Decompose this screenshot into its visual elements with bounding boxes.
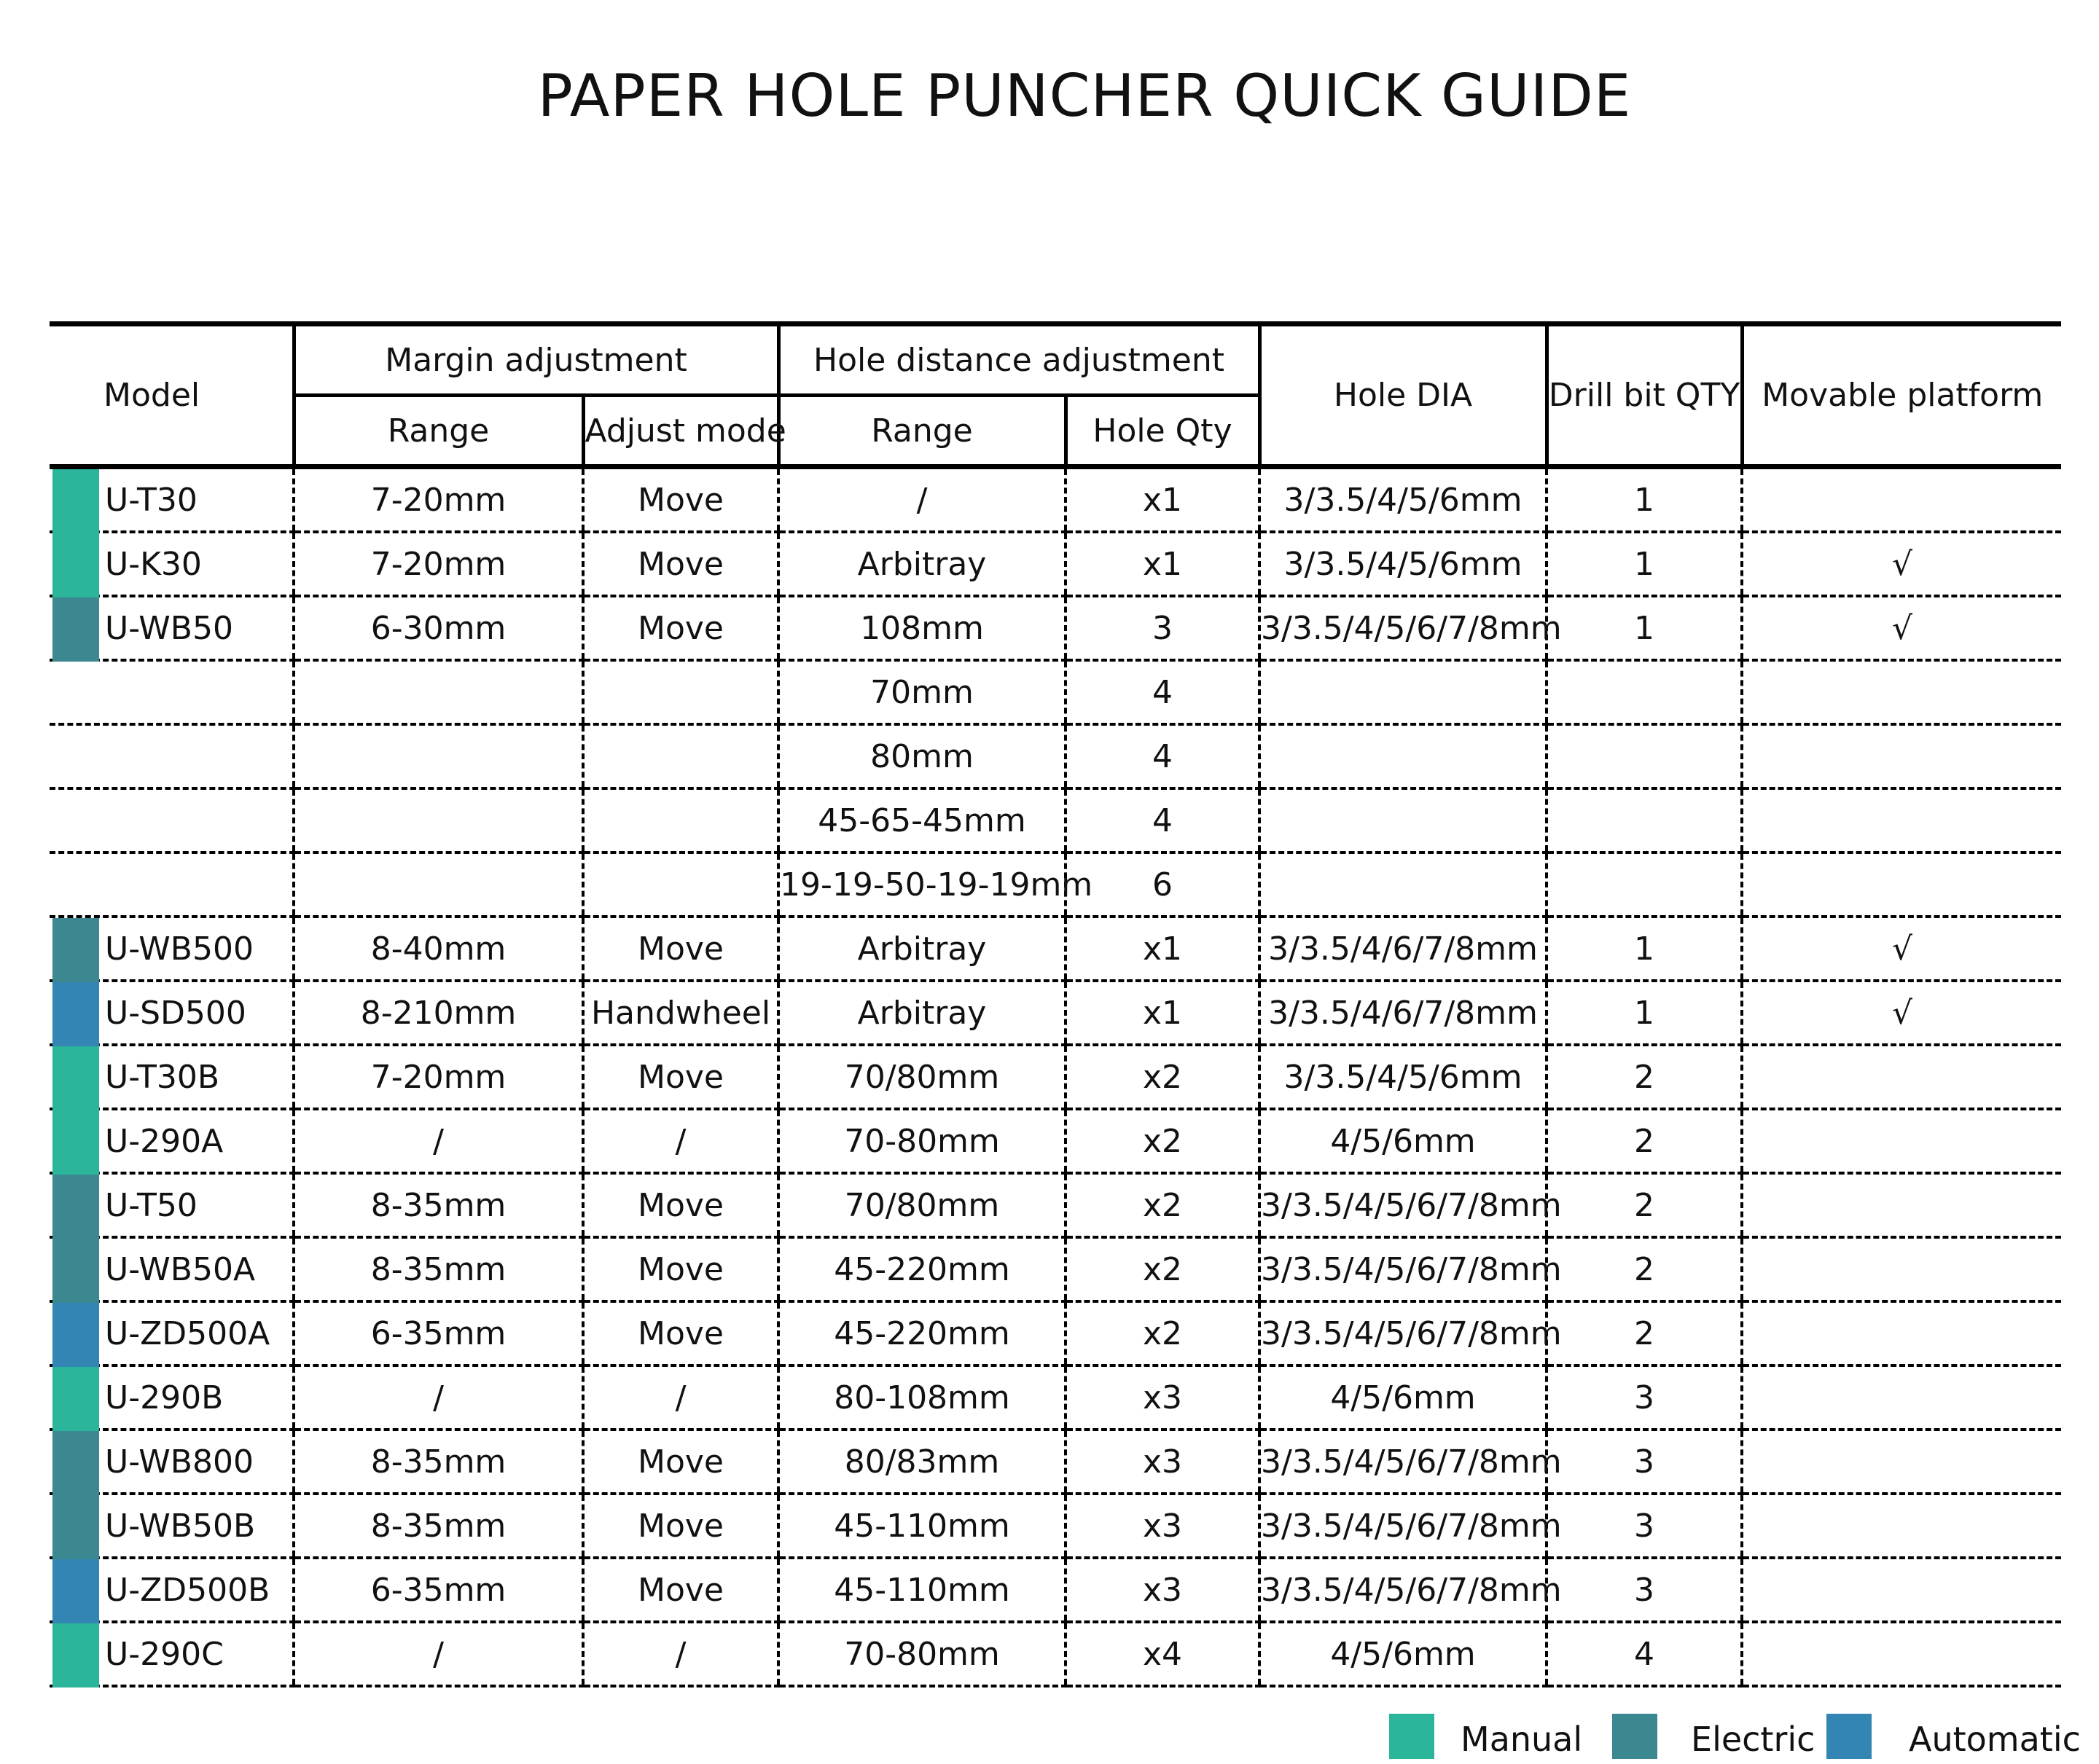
adjust-mode-cell — [583, 660, 778, 724]
model-label: U-ZD500A — [105, 1314, 270, 1352]
hole-dia-cell: 4/5/6mm — [1259, 1109, 1547, 1173]
legend-swatch-electric — [1612, 1714, 1657, 1759]
movable-platform-cell — [1742, 1622, 2061, 1686]
hole-range-cell: / — [778, 467, 1066, 533]
hole-qty-cell: x1 — [1066, 532, 1259, 596]
drill-bit-qty-cell: 1 — [1547, 981, 1742, 1045]
hole-qty-cell: x4 — [1066, 1622, 1259, 1686]
movable-platform-cell — [1742, 1430, 2061, 1494]
hole-range-cell: 70/80mm — [778, 1173, 1066, 1237]
movable-platform-cell: √ — [1742, 917, 2061, 981]
margin-range-cell: 6-35mm — [294, 1301, 583, 1365]
model-cell — [50, 1301, 294, 1365]
model-label: U-290C — [105, 1635, 224, 1673]
margin-range-cell: 7-20mm — [294, 532, 583, 596]
movable-platform-cell — [1742, 1494, 2061, 1558]
drill-bit-qty-cell: 3 — [1547, 1430, 1742, 1494]
type-swatch-manual — [52, 1110, 99, 1175]
model-cell — [50, 981, 294, 1045]
type-swatch-electric — [52, 1495, 99, 1559]
hole-range-cell: 108mm — [778, 596, 1066, 660]
model-cell — [50, 1494, 294, 1558]
movable-platform-cell — [1742, 724, 2061, 788]
drill-bit-qty-cell: 2 — [1547, 1237, 1742, 1301]
drill-bit-qty-cell: 3 — [1547, 1558, 1742, 1622]
hole-dia-cell: 4/5/6mm — [1259, 1365, 1547, 1430]
movable-platform-cell — [1742, 1109, 2061, 1173]
hole-range-cell: Arbitray — [778, 981, 1066, 1045]
hole-range-cell: 70mm — [778, 660, 1066, 724]
table-row — [50, 1622, 2061, 1686]
adjust-mode-header: Adjust mode — [583, 396, 778, 467]
table-row — [50, 532, 2061, 596]
type-swatch-manual — [52, 1046, 99, 1110]
hole-qty-cell: x2 — [1066, 1237, 1259, 1301]
drill-bit-qty-cell: 1 — [1547, 596, 1742, 660]
adjust-mode-cell — [583, 852, 778, 917]
legend-label-manual: Manual — [1461, 1720, 1583, 1759]
margin-range-cell: 7-20mm — [294, 1045, 583, 1109]
hole-range-cell: Arbitray — [778, 532, 1066, 596]
movable-platform-cell — [1742, 788, 2061, 852]
model-label: U-WB800 — [105, 1443, 254, 1481]
adjust-mode-cell: / — [583, 1365, 778, 1430]
hole-range-cell: 70-80mm — [778, 1109, 1066, 1173]
header-row-1 — [50, 324, 2061, 396]
model-label: U-T30 — [105, 481, 198, 519]
movable-platform-cell — [1742, 1558, 2061, 1622]
adjust-mode-cell: Move — [583, 1237, 778, 1301]
hole-range-cell: 80/83mm — [778, 1430, 1066, 1494]
hole-range-header: Range — [778, 396, 1066, 467]
type-swatch-manual — [52, 1367, 99, 1431]
table-row — [50, 1237, 2061, 1301]
model-cell — [50, 1430, 294, 1494]
table-row — [50, 1430, 2061, 1494]
hole-range-cell: 80mm — [778, 724, 1066, 788]
type-swatch-automatic — [52, 1303, 99, 1367]
hole-qty-cell: 3 — [1066, 596, 1259, 660]
hole-dia-cell — [1259, 788, 1547, 852]
drill-bit-qty-cell: 2 — [1547, 1109, 1742, 1173]
hole-range-cell: 45-220mm — [778, 1237, 1066, 1301]
table-row — [50, 1045, 2061, 1109]
movable-platform-cell — [1742, 1301, 2061, 1365]
movable-platform-cell — [1742, 852, 2061, 917]
hole-qty-cell: x3 — [1066, 1430, 1259, 1494]
hole-range-cell: 80-108mm — [778, 1365, 1066, 1430]
model-header: Model — [50, 324, 294, 467]
margin-range-cell: 8-40mm — [294, 917, 583, 981]
model-label: U-290A — [105, 1122, 224, 1160]
hole-qty-cell: 6 — [1066, 852, 1259, 917]
margin-range-cell: 6-30mm — [294, 596, 583, 660]
hole-range-cell: 45-220mm — [778, 1301, 1066, 1365]
margin-range-cell — [294, 852, 583, 917]
adjust-mode-cell: Move — [583, 1173, 778, 1237]
adjust-mode-cell: Handwheel — [583, 981, 778, 1045]
model-cell — [50, 724, 294, 788]
legend-label-electric: Electric — [1691, 1720, 1815, 1759]
adjust-mode-cell: Move — [583, 1430, 778, 1494]
model-label: U-T30B — [105, 1058, 220, 1096]
margin-range-cell — [294, 788, 583, 852]
hole-dia-cell: 3/3.5/4/5/6mm — [1259, 1045, 1547, 1109]
hole-qty-cell: 4 — [1066, 724, 1259, 788]
adjust-mode-cell: Move — [583, 1045, 778, 1109]
drill-bit-qty-cell — [1547, 724, 1742, 788]
movable-platform-cell — [1742, 467, 2061, 533]
legend-label-automatic: Automatic — [1909, 1720, 2081, 1759]
hole-range-cell: 70/80mm — [778, 1045, 1066, 1109]
adjust-mode-cell — [583, 724, 778, 788]
model-cell — [50, 1173, 294, 1237]
hole-qty-cell: x3 — [1066, 1365, 1259, 1430]
hole-qty-cell: x3 — [1066, 1558, 1259, 1622]
adjust-mode-cell — [583, 788, 778, 852]
movable-platform-cell: √ — [1742, 981, 2061, 1045]
drill-bit-qty-cell: 1 — [1547, 532, 1742, 596]
model-cell — [50, 917, 294, 981]
margin-range-header: Range — [294, 396, 583, 467]
table-row — [50, 660, 2061, 724]
model-cell — [50, 596, 294, 660]
drill-bit-qty-cell: 2 — [1547, 1045, 1742, 1109]
type-swatch-electric — [52, 1175, 99, 1239]
hole-dia-cell: 3/3.5/4/6/7/8mm — [1259, 981, 1547, 1045]
hole-qty-cell: x1 — [1066, 981, 1259, 1045]
page-title: PAPER HOLE PUNCHER QUICK GUIDE — [537, 62, 1632, 130]
model-label: U-K30 — [105, 545, 202, 583]
model-cell — [50, 1109, 294, 1173]
movable-platform-cell — [1742, 1045, 2061, 1109]
margin-range-cell: 8-35mm — [294, 1430, 583, 1494]
drill-bit-qty-cell — [1547, 788, 1742, 852]
model-label: U-T50 — [105, 1186, 198, 1224]
model-cell — [50, 1558, 294, 1622]
hole-qty-cell: x1 — [1066, 917, 1259, 981]
margin-adjustment-header: Margin adjustment — [294, 324, 778, 396]
legend-swatch-automatic — [1826, 1714, 1872, 1759]
hole-dia-cell: 3/3.5/4/5/6mm — [1259, 532, 1547, 596]
movable-platform-cell — [1742, 1237, 2061, 1301]
movable-platform-cell — [1742, 1173, 2061, 1237]
guide-table — [50, 321, 2061, 1687]
hole-qty-cell: x2 — [1066, 1045, 1259, 1109]
type-swatch-manual — [52, 533, 99, 597]
margin-range-cell: 6-35mm — [294, 1558, 583, 1622]
margin-range-cell: / — [294, 1622, 583, 1686]
type-swatch-electric — [52, 597, 99, 662]
table-row — [50, 1109, 2061, 1173]
hole-range-cell: 45-110mm — [778, 1558, 1066, 1622]
table-row — [50, 724, 2061, 788]
hole-range-cell: Arbitray — [778, 917, 1066, 981]
hole-range-cell: 45-110mm — [778, 1494, 1066, 1558]
hole-dia-cell: 3/3.5/4/5/6/7/8mm — [1259, 1430, 1547, 1494]
hole-dia-cell: 3/3.5/4/5/6/7/8mm — [1259, 596, 1547, 660]
adjust-mode-cell: / — [583, 1622, 778, 1686]
hole-distance-adjustment-header: Hole distance adjustment — [778, 324, 1259, 396]
margin-range-cell — [294, 724, 583, 788]
movable-platform-cell: √ — [1742, 532, 2061, 596]
hole-range-cell: 19-19-50-19-19mm — [778, 852, 1066, 917]
model-label: U-WB50 — [105, 609, 233, 647]
type-swatch-automatic — [52, 982, 99, 1046]
hole-range-cell: 70-80mm — [778, 1622, 1066, 1686]
model-cell — [50, 788, 294, 852]
drill-bit-qty-cell: 2 — [1547, 1301, 1742, 1365]
margin-range-cell — [294, 660, 583, 724]
hole-qty-cell: 4 — [1066, 660, 1259, 724]
table-row — [50, 852, 2061, 917]
adjust-mode-cell: Move — [583, 596, 778, 660]
movable-platform-cell: √ — [1742, 596, 2061, 660]
table-row — [50, 467, 2061, 533]
hole-qty-cell: x2 — [1066, 1173, 1259, 1237]
hole-dia-cell: 3/3.5/4/5/6/7/8mm — [1259, 1494, 1547, 1558]
hole-dia-header: Hole DIA — [1259, 324, 1547, 467]
drill-bit-qty-header: Drill bit QTY — [1547, 324, 1742, 467]
hole-qty-cell: x1 — [1066, 467, 1259, 533]
margin-range-cell: 8-35mm — [294, 1237, 583, 1301]
drill-bit-qty-cell: 3 — [1547, 1365, 1742, 1430]
drill-bit-qty-cell: 4 — [1547, 1622, 1742, 1686]
movable-platform-cell — [1742, 660, 2061, 724]
hole-dia-cell — [1259, 660, 1547, 724]
drill-bit-qty-cell: 1 — [1547, 917, 1742, 981]
table-row — [50, 917, 2061, 981]
model-label: U-290B — [105, 1379, 224, 1416]
adjust-mode-cell: / — [583, 1109, 778, 1173]
hole-dia-cell: 4/5/6mm — [1259, 1622, 1547, 1686]
table-row — [50, 596, 2061, 660]
drill-bit-qty-cell — [1547, 852, 1742, 917]
margin-range-cell: 7-20mm — [294, 467, 583, 533]
model-cell — [50, 660, 294, 724]
table-row — [50, 1173, 2061, 1237]
hole-qty-cell: x2 — [1066, 1301, 1259, 1365]
hole-dia-cell: 3/3.5/4/5/6/7/8mm — [1259, 1558, 1547, 1622]
model-label: U-WB50B — [105, 1507, 256, 1545]
hole-qty-cell: 4 — [1066, 788, 1259, 852]
model-cell — [50, 1045, 294, 1109]
hole-qty-header: Hole Qty — [1066, 396, 1259, 467]
table-body — [50, 467, 2061, 1687]
hole-range-cell: 45-65-45mm — [778, 788, 1066, 852]
hole-dia-cell: 3/3.5/4/5/6/7/8mm — [1259, 1237, 1547, 1301]
drill-bit-qty-cell: 1 — [1547, 467, 1742, 533]
table-row — [50, 1494, 2061, 1558]
margin-range-cell: 8-35mm — [294, 1173, 583, 1237]
drill-bit-qty-cell — [1547, 660, 1742, 724]
hole-dia-cell: 3/3.5/4/5/6/7/8mm — [1259, 1173, 1547, 1237]
type-swatch-electric — [52, 1431, 99, 1495]
margin-range-cell: 8-210mm — [294, 981, 583, 1045]
model-label: U-WB500 — [105, 930, 254, 968]
hole-dia-cell: 3/3.5/4/6/7/8mm — [1259, 917, 1547, 981]
type-swatch-manual — [52, 469, 99, 533]
adjust-mode-cell: Move — [583, 1494, 778, 1558]
model-cell — [50, 1365, 294, 1430]
margin-range-cell: 8-35mm — [294, 1494, 583, 1558]
table-row — [50, 1301, 2061, 1365]
type-swatch-electric — [52, 918, 99, 982]
adjust-mode-cell: Move — [583, 467, 778, 533]
model-cell — [50, 852, 294, 917]
movable-platform-cell — [1742, 1365, 2061, 1430]
table-row — [50, 981, 2061, 1045]
drill-bit-qty-cell: 3 — [1547, 1494, 1742, 1558]
drill-bit-qty-cell: 2 — [1547, 1173, 1742, 1237]
adjust-mode-cell: Move — [583, 1558, 778, 1622]
model-cell — [50, 532, 294, 596]
adjust-mode-cell: Move — [583, 532, 778, 596]
margin-range-cell: / — [294, 1109, 583, 1173]
hole-dia-cell — [1259, 724, 1547, 788]
table-row — [50, 1365, 2061, 1430]
hole-dia-cell: 3/3.5/4/5/6/7/8mm — [1259, 1301, 1547, 1365]
adjust-mode-cell: Move — [583, 1301, 778, 1365]
hole-dia-cell — [1259, 852, 1547, 917]
adjust-mode-cell: Move — [583, 917, 778, 981]
hole-qty-cell: x2 — [1066, 1109, 1259, 1173]
model-label: U-WB50A — [105, 1250, 256, 1288]
margin-range-cell: / — [294, 1365, 583, 1430]
type-swatch-manual — [52, 1623, 99, 1687]
table-row — [50, 788, 2061, 852]
model-label: U-ZD500B — [105, 1571, 270, 1609]
table-row — [50, 1558, 2061, 1622]
legend-swatch-manual — [1389, 1714, 1434, 1759]
model-label: U-SD500 — [105, 994, 246, 1032]
type-swatch-automatic — [52, 1559, 99, 1623]
movable-platform-header: Movable platform — [1742, 324, 2061, 467]
hole-qty-cell: x3 — [1066, 1494, 1259, 1558]
hole-dia-cell: 3/3.5/4/5/6mm — [1259, 467, 1547, 533]
type-swatch-electric — [52, 1239, 99, 1303]
model-cell — [50, 467, 294, 533]
model-cell — [50, 1622, 294, 1686]
model-cell — [50, 1237, 294, 1301]
